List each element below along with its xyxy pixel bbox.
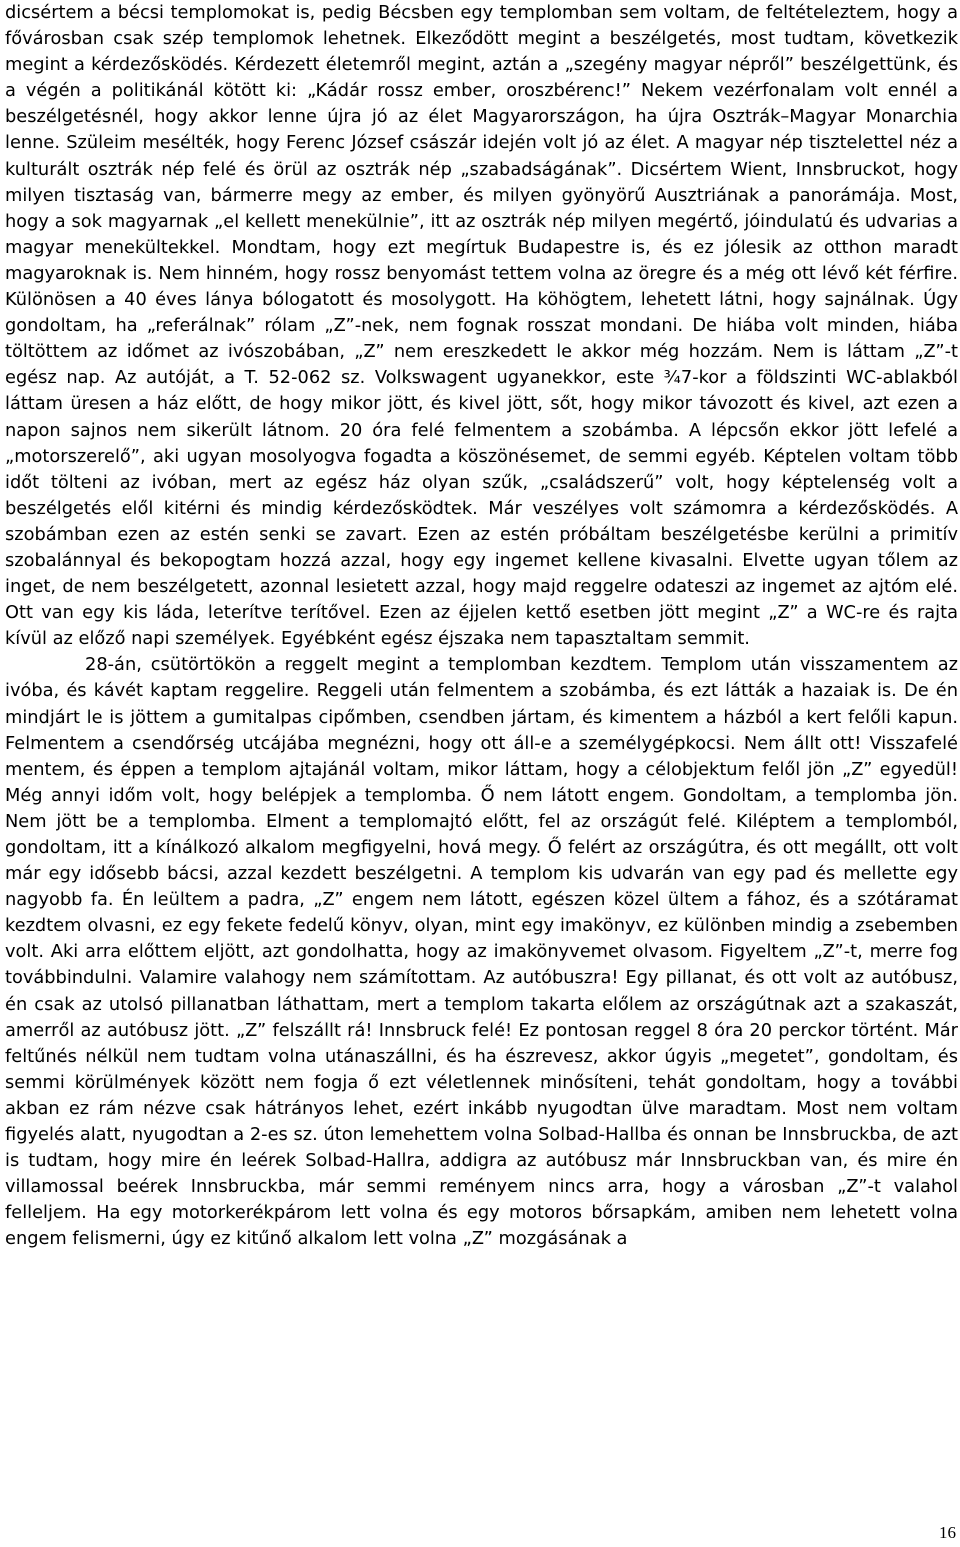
document-page	[5, 0, 958, 1253]
page-number: 16	[939, 1523, 956, 1542]
body-paragraph-28th: 28-án, csütörtökön a reggelt megint a templomban kezdtem. Templom után visszamentem az ivóba, és kávét kaptam reggelire. Reggeli után felmentem a szobámba, és ezt látták a hazaiak is. De én mindjárt le is jöttem a gumitalpas cipőmben, csendben jártam, és kimentem a házból a kert felőli kapun. Felmentem a csendőrség utcájába megnézni, hogy ott áll-e a személygépkocsi. Nem állt ott! Visszafelé mentem, és éppen a templom ajtajánál voltam, mikor láttam, hogy a célobjektum felől jön „Z” egyedül! Még annyi időm volt, hogy belépjek a templomba. Ő nem látott engem. Gondoltam, a templomba jön. Nem jött be a templomba. Elment a templomajtó előtt, fel az országút felé. Kiléptem a templomból, gondoltam, itt a kínálkozó alkalom megfigyelni, hová megy. Ő felért az országútra, és ott megállt, ott volt már egy idősebb bácsi, azzal kezdett beszélgetni. A templom kis udvarán van egy pad és mellette egy nagyobb fa. Én leültem a padra, „Z” engem nem látott, egészen közel ültem a fához, és a szótáramat kezdtem olvasni, ez egy fekete fedelű könyv, olyan, mint egy imakönyv, ez különben mindig a zsebemben volt. Aki arra előttem eljött, azt gondolhatta, hogy az imakönyvemet olvasom. Figyeltem „Z”-t, merre fog továbbindulni. Valamire valahogy nem számítottam. Az autóbuszra! Egy pillanat, és ott volt az autóbusz, én csak az utolsó pillanatban láthattam, mert a templom takarta előlem az országútnak azt a szakaszát, amerről az autóbusz jött. „Z” felszállt rá! Innsbruck felé! Ez pontosan reggel 8 óra 20 perckor történt. Már feltűnés nélkül nem tudtam volna utánaszállni, és ha észrevesz, akkor úgyis „megetet”, gondoltam, és semmi körülmények között nem fogja ő ezt véletlennek minősíteni, tehát gondoltam, hogy a további akban ez rám nézve csak hátrányos lehet, ezért inkább nyugodtan ülve maradtam. Most nem voltam figyelés alatt, nyugodtan a 2-es sz. úton lemehettem volna Solbad-Hallba és onnan be Innsbruckba, de azt is tudtam, hogy mire én leérek Solbad-Hallra, addigra az autóbusz már Innsbruckban van, és mire én villamossal beérek Innsbruckba, már semmi reményem nincs arra, hogy a városban „Z”-t valahol felleljem. Ha egy motorkerékpárom lett volna és egy motoros bőrsapkám, amiben nem lehetett volna engem felismerni, úgy ez kitűnő alkalom lett volna „Z” mozgásának a	[5, 654, 958, 1250]
body-paragraph-continued: dicsértem a bécsi templomokat is, pedig Bécsben egy templomban sem voltam, de feltételeztem, hogy a fővárosban csak szép templomok lehetnek. Elkeződött megint a beszélgetés, most tudtam, következik megint a kérdezősködés. Kérdezett életemről megint, aztán a „szegény magyar népről” beszélgettünk, és a végén a politikánál kötött ki: „Kádár rossz ember, oroszbérenc!” Nekem vezérfonalam volt ennél a beszélgetésnél, hogy akkor lenne újra jó az élet Magyarországon, ha újra Osztrák–Magyar Monarchia lenne. Szüleim mesélték, hogy Ferenc József császár idején volt jó az élet. A magyar nép tisztelettel néz a kulturált osztrák nép felé és örül az osztrák nép „szabadságának”. Dicsértem Wient, Innsbruckot, hogy milyen tisztaság van, bármerre megy az ember, és milyen gyönyörű Ausztriának a panorámája. Most, hogy a sok magyarnak „el kellett menekülnie”, itt az osztrák nép milyen megértő, jóindulatú és udvarias a magyar menekültekkel. Mondtam, hogy ezt megírtuk Budapestre is, és ez jólesik az otthon maradt magyaroknak is. Nem hinném, hogy rossz benyomást tettem volna az öregre és a még ott lévő két férfire. Különösen a 40 éves lánya bólogatott és mosolygott. Ha köhögtem, lehetett látni, hogy sajnálnak. Úgy gondoltam, ha „referálnak” rólam „Z”-nek, nem fognak rosszat mondani. De hiába volt minden, hiába töltöttem az időmet az ivószobában, „Z” nem ereszkedett le akkor még hozzám. Nem is láttam „Z”-t egész nap. Az autóját, a T. 52-062 sz. Volkswagent ugyanekkor, este ¾7-kor a földszinti WC-ablakból láttam üresen a ház előtt, de hogy mikor jött, és kivel jött, sőt, hogy mikor távozott és kivel, azt ezen a napon sajnos nem sikerült látnom. 20 óra felé felmentem a szobámba. A lépcsőn ekkor jött lefelé a „motorszerelő”, aki ugyan mosolyogva fogadta a köszönésemet, de semmi egyéb. Képtelen voltam több időt tölteni az ivóban, mert az egész ház olyan szűk, „családszerű” volt, hogy képtelenség volt a beszélgetés elől kitérni és mindig kérdezősködtek. Már veszélyes volt számomra a kérdezősködés. A szobámban ezen az estén senki se zavart. Ezen az estén próbáltam beszélgetésbe kerülni a primitív szobalánnyal és bekopogtam hozzá azzal, hogy egy ingemet kellene kivasalni. Elvette ugyan tőlem az inget, de nem beszélgetett, azonnal lesietett azzal, hogy majd reggelre odateszi az ingemet az ajtóm elé. Ott van egy kis láda, leterítve terítővel. Ezen az éjjelen kettő esetben jött megint „Z” a WC-re és rajta kívül az előző napi személyek. Egyébként egész éjszaka nem tapasztaltam semmit.	[5, 2, 958, 650]
